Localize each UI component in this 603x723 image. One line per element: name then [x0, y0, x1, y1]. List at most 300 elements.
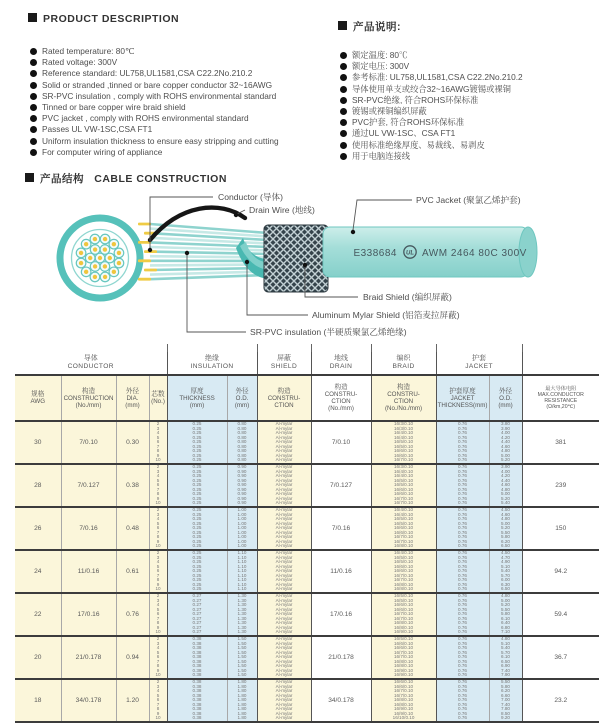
cell-subline: 0.76 [437, 685, 489, 690]
cell-subline: 16/6/0.10 [372, 603, 436, 608]
cell-stack [150, 594, 167, 635]
cell-subline: 4.40 [490, 479, 522, 484]
cell-subline: 16/6/0.10 [372, 569, 436, 574]
cell-subline: 16/4/0.10 [372, 551, 436, 556]
bullet-item [340, 84, 523, 95]
group-header-shield [257, 352, 311, 375]
cell-subline: 0.25 [168, 513, 227, 518]
conductor-strand-tip [144, 269, 157, 272]
cell-drain [311, 550, 371, 593]
cell-subline: 9 [150, 712, 167, 717]
bullet-item [30, 124, 279, 135]
cell-value: 1.20 [117, 697, 149, 704]
cell-stack [490, 465, 522, 506]
bullet-item [30, 147, 279, 158]
column-header-line: 芯数 [150, 391, 167, 398]
insulated-wire [150, 272, 268, 275]
conductor-dot [93, 264, 97, 268]
cell-subline: 1.50 [228, 655, 257, 660]
cell-subline: 16/6/0.10 [372, 449, 436, 454]
cell-subline: 1.30 [228, 630, 257, 635]
conductor-strand-tip [138, 259, 151, 262]
cell-subline: 2 [150, 508, 167, 513]
cell-subline: 0.25 [168, 508, 227, 513]
cell-subline: 0.76 [437, 680, 489, 685]
cell-braid [371, 679, 436, 722]
cell-subline: 0.38 [168, 664, 227, 669]
cell-cores [149, 464, 167, 507]
cell-subline: 7 [150, 488, 167, 493]
bullet-item [340, 140, 523, 151]
column-header-line: (mm) [490, 402, 522, 409]
group-label-cn: 绝缘 [168, 355, 257, 363]
cell-value: 21/0.178 [312, 654, 371, 661]
bullet-icon [30, 126, 37, 133]
cell-cores [149, 550, 167, 593]
cell-subline: 0.76 [437, 587, 489, 592]
conductor-dot [108, 256, 112, 260]
cell-stack [437, 508, 489, 549]
cell-stack [150, 422, 167, 463]
cell-subline: 16/6/0.10 [372, 642, 436, 647]
cell-stack [490, 551, 522, 592]
cell-subline: Al-mylar [258, 603, 311, 608]
cell-ins_thickness [167, 464, 227, 507]
cell-subline: 16/8/0.10 [372, 626, 436, 631]
bullet-text: Tinned or bare copper wire braid shield [42, 102, 186, 112]
cell-resistance [522, 636, 599, 679]
cell-subline: 16/7/0.10 [372, 617, 436, 622]
cell-resistance [522, 679, 599, 722]
cell-value: 239 [523, 482, 600, 489]
cell-subline: 0.76 [437, 664, 489, 669]
bullet-item [30, 80, 279, 91]
conductor-dot [93, 247, 97, 251]
bullet-icon [30, 138, 37, 145]
cell-subline: 0.25 [168, 470, 227, 475]
column-header-line: O.D. [228, 395, 257, 402]
column-header-line: RESISTANCE [523, 398, 600, 404]
cell-drain [311, 421, 371, 464]
cell-subline: 5.70 [490, 574, 522, 579]
cell-cores [149, 636, 167, 679]
section-square-icon [338, 21, 347, 30]
cell-value: 7/0.16 [62, 525, 116, 532]
cell-subline: 0.76 [437, 637, 489, 642]
cell-subline: 7.80 [490, 707, 522, 712]
cell-subline: 4.20 [490, 474, 522, 479]
cable-construction-title: 产品结构 CABLE CONSTRUCTION [25, 171, 227, 186]
cell-subline: 0.76 [437, 449, 489, 454]
group-label-cn: 导体 [15, 355, 167, 363]
cell-subline: 0.25 [168, 565, 227, 570]
cell-ins_thickness [167, 679, 227, 722]
cell-subline: 16/9/0.10 [372, 712, 436, 717]
cell-subline: 6.50 [490, 544, 522, 549]
table-row-awg-24 [15, 550, 599, 593]
cell-subline: 1.80 [228, 698, 257, 703]
cell-subline: 5.80 [490, 612, 522, 617]
cell-subline: 0.90 [228, 497, 257, 502]
cell-subline: 4.60 [490, 483, 522, 488]
cell-value: 7/0.10 [312, 439, 371, 446]
table-row-awg-28 [15, 464, 599, 507]
cell-subline: 0.90 [228, 479, 257, 484]
cell-subline: 0.76 [437, 621, 489, 626]
column-header [257, 375, 311, 421]
column-header-line: (No./No./mm) [372, 405, 436, 412]
bullet-text: Solid or stranded ,tinned or bare copper conductor 32~16AWG [42, 80, 272, 90]
cell-subline: 16/10/0.10 [372, 716, 436, 721]
cell-resistance [522, 507, 599, 550]
cell-shield [257, 679, 311, 722]
cell-braid [371, 507, 436, 550]
cell-subline: 6.50 [490, 660, 522, 665]
conductor-strand-tip [138, 278, 151, 281]
cell-subline: Al-mylar [258, 497, 311, 502]
cell-subline: 1.80 [228, 712, 257, 717]
cell-subline: Al-mylar [258, 565, 311, 570]
conductor-dot [98, 256, 102, 260]
cell-subline: 0.25 [168, 483, 227, 488]
cell-subline: 0.27 [168, 621, 227, 626]
cell-subline: 16/6/0.10 [372, 680, 436, 685]
cell-subline: 16/7/0.10 [372, 651, 436, 656]
cell-subline: 4.40 [490, 440, 522, 445]
cell-stack [490, 422, 522, 463]
cell-subline: 5 [150, 436, 167, 441]
cell-subline: Al-mylar [258, 474, 311, 479]
cell-drain [311, 593, 371, 636]
cell-subline: 5.40 [490, 501, 522, 506]
cell-subline: 1.00 [228, 544, 257, 549]
group-label-cn: 护套 [437, 355, 522, 363]
cell-subline: 7 [150, 703, 167, 708]
cell-subline: Al-mylar [258, 465, 311, 470]
label-pvc-jacket: PVC Jacket (聚氯乙烯护套) [416, 194, 521, 205]
cell-subline: 0.76 [437, 560, 489, 565]
cert-number: E338684 [353, 248, 397, 259]
column-header-line: CONSTRU- [312, 391, 371, 398]
cell-subline: 1.80 [228, 716, 257, 721]
column-header-line: (mm) [228, 402, 257, 409]
cell-value: 381 [523, 439, 600, 446]
cell-subline: Al-mylar [258, 612, 311, 617]
cell-stack [490, 508, 522, 549]
cell-subline: Al-mylar [258, 680, 311, 685]
cell-subline: 16/7/0.10 [372, 535, 436, 540]
cell-subline: Al-mylar [258, 522, 311, 527]
cell-stack [437, 594, 489, 635]
conductor-dot [112, 270, 116, 274]
cell-subline: 7 [150, 617, 167, 622]
column-header-line: (mm) [117, 402, 149, 409]
cell-stack [372, 551, 436, 592]
cell-subline: 1.10 [228, 551, 257, 556]
cell-subline: 4.90 [490, 560, 522, 565]
cell-stack [168, 422, 227, 463]
bullet-item [340, 50, 523, 61]
cell-value: 0.76 [117, 611, 149, 618]
group-header-insulation [167, 352, 257, 375]
cell-subline: 0.76 [437, 440, 489, 445]
cell-subline: 0.76 [437, 646, 489, 651]
cell-subline: 0.27 [168, 603, 227, 608]
column-header [311, 375, 371, 421]
bullet-item [340, 128, 523, 139]
cell-subline: 0.76 [437, 427, 489, 432]
bullet-icon [340, 119, 347, 126]
group-header-braid [371, 352, 436, 375]
cell-subline: 1.50 [228, 673, 257, 678]
cell-subline: 1.80 [228, 694, 257, 699]
cell-subline: Al-mylar [258, 483, 311, 488]
cell-subline: 9 [150, 669, 167, 674]
cell-subline: 10 [150, 544, 167, 549]
cell-subline: 0.25 [168, 526, 227, 531]
cell-awg [15, 550, 61, 593]
cell-subline: 9 [150, 497, 167, 502]
column-header-line: 构造 [258, 388, 311, 395]
cell-subline: 0.27 [168, 626, 227, 631]
cell-awg [15, 507, 61, 550]
cell-ins_thickness [167, 421, 227, 464]
cell-subline: 1.10 [228, 565, 257, 570]
column-header-line: (Ω/km,20℃) [523, 404, 600, 410]
cell-subline: 16/7/0.10 [372, 694, 436, 699]
cell-subline: 0.25 [168, 501, 227, 506]
cell-subline: Al-mylar [258, 689, 311, 694]
cell-subline: 0.76 [437, 689, 489, 694]
table-column-header-row [15, 375, 599, 421]
cell-subline: 1.50 [228, 664, 257, 669]
cell-value: 18 [15, 697, 61, 704]
conductor-dot [112, 242, 116, 246]
cell-braid [371, 421, 436, 464]
cell-jacket_od [489, 421, 522, 464]
cell-dia [116, 593, 149, 636]
cell-subline: 0.25 [168, 427, 227, 432]
cell-jacket_thickness [436, 636, 489, 679]
cell-subline: 4.80 [490, 488, 522, 493]
table-row-awg-20 [15, 636, 599, 679]
cell-subline: 5.50 [490, 608, 522, 613]
cell-stack [150, 637, 167, 678]
cell-ins_thickness [167, 550, 227, 593]
cell-subline: Al-mylar [258, 574, 311, 579]
column-header-line: (No./mm) [62, 402, 116, 409]
cell-subline: 0.76 [437, 535, 489, 540]
conductor-dot [79, 261, 83, 265]
cell-subline: 1.30 [228, 599, 257, 604]
cell-subline: 0.38 [168, 642, 227, 647]
cell-awg [15, 593, 61, 636]
cell-braid [371, 593, 436, 636]
cell-jacket_od [489, 464, 522, 507]
cell-subline: 1.30 [228, 612, 257, 617]
cell-subline: 0.76 [437, 612, 489, 617]
cell-subline: 2 [150, 594, 167, 599]
cell-subline: Al-mylar [258, 526, 311, 531]
cell-subline: Al-mylar [258, 685, 311, 690]
cell-subline: 0.76 [437, 492, 489, 497]
cell-subline: 16/9/0.10 [372, 669, 436, 674]
cell-subline: 9.20 [490, 716, 522, 721]
cell-jacket_od [489, 679, 522, 722]
cell-subline: 0.76 [437, 436, 489, 441]
cell-subline: 4.80 [490, 594, 522, 599]
cell-subline: 9 [150, 454, 167, 459]
group-tick [311, 344, 312, 352]
cell-subline: Al-mylar [258, 427, 311, 432]
cell-construction [61, 593, 116, 636]
conductor-dot [88, 256, 92, 260]
cell-subline: 4 [150, 474, 167, 479]
cell-subline: 16/8/0.10 [372, 544, 436, 549]
cell-subline: 0.76 [437, 716, 489, 721]
cell-subline: 3 [150, 642, 167, 647]
cell-subline: 5 [150, 651, 167, 656]
cell-value: 0.48 [117, 525, 149, 532]
cell-subline: 0.76 [437, 599, 489, 604]
cell-value: 7/0.10 [62, 439, 116, 446]
spec-table-wrap [15, 352, 599, 723]
cell-subline: 0.76 [437, 513, 489, 518]
cell-awg [15, 421, 61, 464]
cell-subline: 1.50 [228, 660, 257, 665]
group-label-cn: 屏蔽 [258, 355, 311, 363]
group-tick [371, 344, 372, 352]
cell-subline: 0.76 [437, 544, 489, 549]
cell-value: 59.4 [523, 611, 600, 618]
cable-construction-diagram [0, 190, 603, 352]
cell-subline: 0.38 [168, 655, 227, 660]
column-header-line: THICKNESS(mm) [437, 402, 489, 409]
cell-subline: 16/5/0.10 [372, 599, 436, 604]
cell-subline: 8 [150, 664, 167, 669]
cell-subline: 4 [150, 560, 167, 565]
cell-subline: Al-mylar [258, 436, 311, 441]
cell-subline: 4 [150, 517, 167, 522]
column-header [436, 375, 489, 421]
cell-stack [228, 637, 257, 678]
cell-subline: 0.90 [228, 470, 257, 475]
table-row-awg-30 [15, 421, 599, 464]
cell-subline: 5.00 [490, 522, 522, 527]
cell-ins_od [227, 550, 257, 593]
cell-subline: 1.00 [228, 522, 257, 527]
cell-subline: Al-mylar [258, 664, 311, 669]
column-header-line: CONSTRU- [258, 395, 311, 402]
cell-subline: 7.40 [490, 703, 522, 708]
cell-subline: 0.80 [228, 436, 257, 441]
cell-subline: 0.76 [437, 642, 489, 647]
group-label-en: DRAIN [312, 363, 371, 371]
cell-subline: 3 [150, 470, 167, 475]
cell-subline: 0.25 [168, 569, 227, 574]
bullet-text: 导体使用单支或绞合32~16AWG镀锡或裸铜 [352, 84, 511, 94]
cell-subline: 10 [150, 630, 167, 635]
cell-subline: Al-mylar [258, 454, 311, 459]
bullet-icon [340, 52, 347, 59]
cell-value: 17/0.16 [312, 611, 371, 618]
cell-subline: 6.80 [490, 626, 522, 631]
cell-subline: 1.50 [228, 669, 257, 674]
bullet-item [30, 57, 279, 68]
cell-subline: 0.25 [168, 458, 227, 463]
cell-subline: 10 [150, 501, 167, 506]
cell-value: 22 [15, 611, 61, 618]
cell-subline: Al-mylar [258, 431, 311, 436]
cell-construction [61, 636, 116, 679]
cell-subline: 16/4/0.10 [372, 513, 436, 518]
cell-stack [150, 551, 167, 592]
cell-subline: 16/8/0.10 [372, 664, 436, 669]
cell-subline: 3.80 [490, 422, 522, 427]
bullet-text: Reference standard: UL758,UL1581,CSA C22.2No.210.2 [42, 68, 252, 78]
cell-subline: 0.76 [437, 578, 489, 583]
cell-subline: 1.10 [228, 569, 257, 574]
braid-shield [264, 225, 328, 292]
bullet-text: 额定电压: 300V [352, 61, 409, 71]
group-tick [257, 344, 258, 352]
cell-subline: Al-mylar [258, 655, 311, 660]
bullet-icon [30, 115, 37, 122]
cell-subline: 16/5/0.10 [372, 637, 436, 642]
cell-jacket_thickness [436, 679, 489, 722]
cell-subline: 0.76 [437, 603, 489, 608]
jacket-print [353, 246, 526, 259]
cell-subline: 16/6/0.10 [372, 646, 436, 651]
group-header-drain [311, 352, 371, 375]
group-label-cn: 编织 [372, 355, 436, 363]
group-label-en: BRAID [372, 363, 436, 371]
cell-subline: 5.10 [490, 565, 522, 570]
cell-subline: 5.20 [490, 497, 522, 502]
group-header-jacket [436, 352, 522, 375]
cell-value: 11/0.16 [62, 568, 116, 575]
cell-value: 7/0.127 [62, 482, 116, 489]
cell-subline: Al-mylar [258, 492, 311, 497]
cell-subline: 3 [150, 556, 167, 561]
bullet-icon [340, 74, 347, 81]
cell-subline: 6.20 [490, 540, 522, 545]
cell-subline: 16/6/0.10 [372, 531, 436, 536]
cell-construction [61, 421, 116, 464]
bullet-text: SR-PVC绝缘, 符合ROHS环保标准 [352, 95, 478, 105]
cell-shield [257, 464, 311, 507]
cell-subline: 0.25 [168, 522, 227, 527]
cell-subline: 0.25 [168, 551, 227, 556]
cell-subline: Al-mylar [258, 470, 311, 475]
cell-subline: 0.76 [437, 608, 489, 613]
cell-subline: 0.80 [228, 449, 257, 454]
cell-subline: Al-mylar [258, 488, 311, 493]
cell-subline: 0.25 [168, 445, 227, 450]
cell-subline: 5 [150, 608, 167, 613]
cell-subline: 0.76 [437, 630, 489, 635]
cell-subline: 16/7/0.10 [372, 612, 436, 617]
cell-subline: 0.90 [228, 483, 257, 488]
cell-value: 17/0.16 [62, 611, 116, 618]
cell-awg [15, 464, 61, 507]
cell-subline: 9 [150, 583, 167, 588]
cell-subline: 16/9/0.10 [372, 673, 436, 678]
cell-subline: 0.25 [168, 422, 227, 427]
cell-subline: 0.27 [168, 630, 227, 635]
column-header-line: (No.) [150, 398, 167, 405]
cell-subline: 16/7/0.10 [372, 689, 436, 694]
